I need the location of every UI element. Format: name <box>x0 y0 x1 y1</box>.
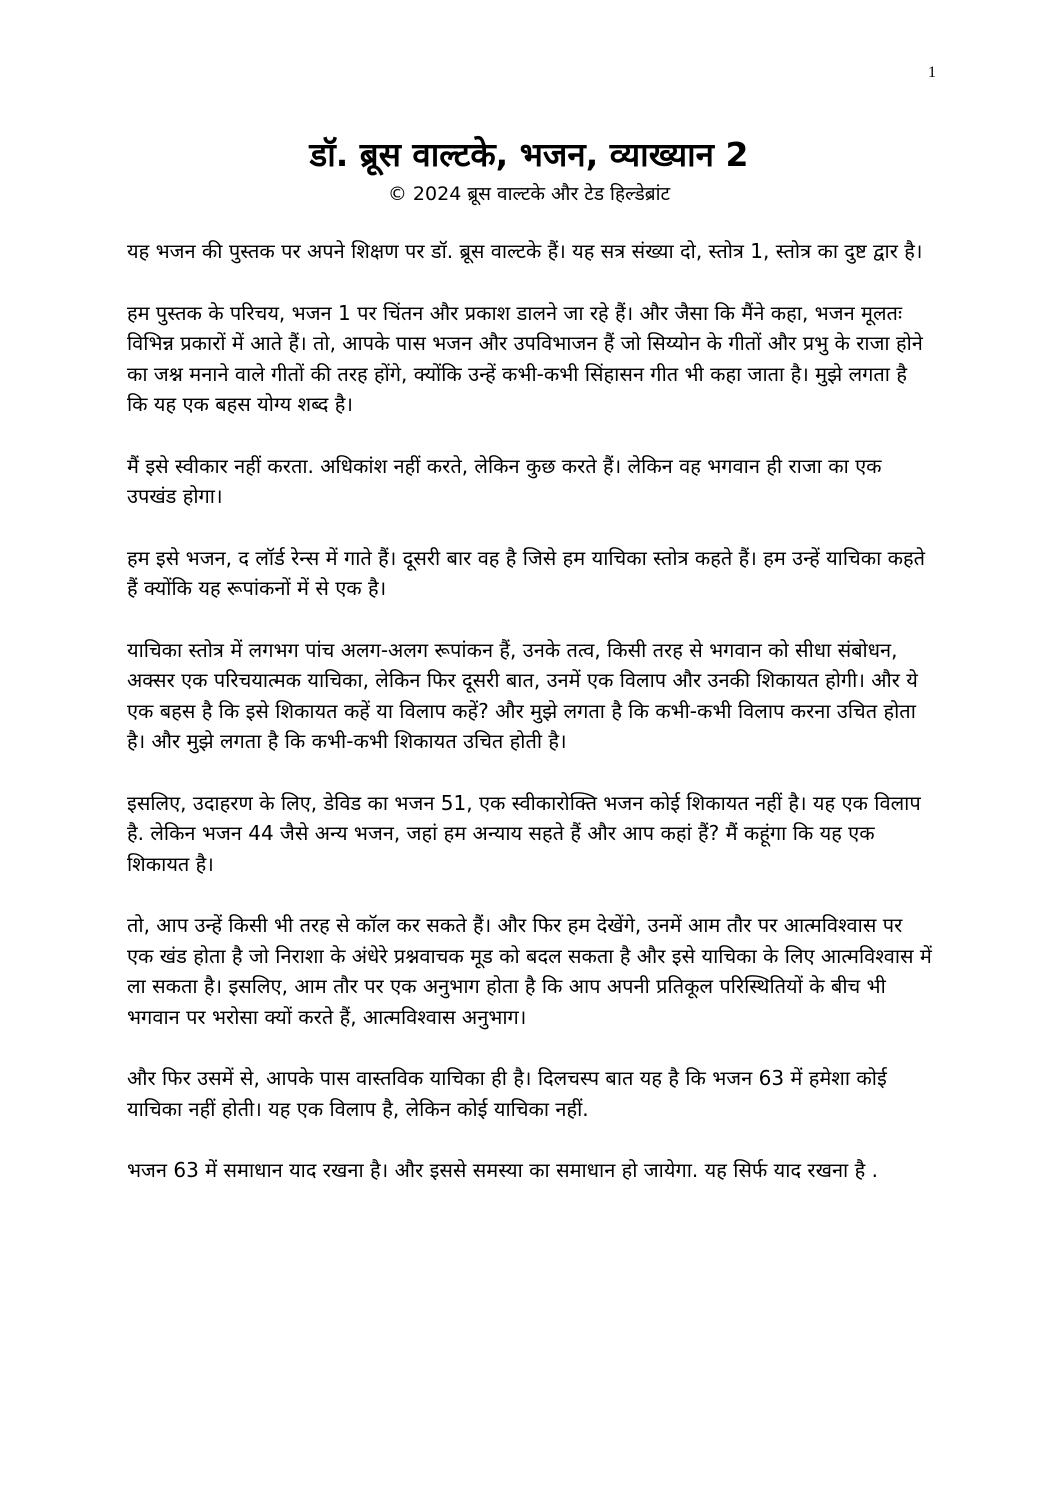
paragraph-8: और फिर उसमें से, आपके पास वास्तविक याचिका ही है। दिलचस्प बात यह है कि भजन 63 में हमेशा कोई याचिका नहीं होती। यह एक विलाप है, लेकिन कोई याचिका नहीं. <box>127 1066 887 1121</box>
paragraph-5: याचिका स्तोत्र में लगभग पांच अलग-अलग रूपांकन हैं, उनके तत्व, किसी तरह से भगवान को सीधा संबोधन, अक्सर एक परिचयात्मक याचिका, लेकिन फिर दूसरी बात, उनमें एक विलाप और उनकी शिकायत होगी। और ये एक बहस है कि इसे शिकायत कहें या विलाप कहें? और मुझे लगता है कि कभी-कभी विलाप करना उचित होता है। और मुझे लगता है कि कभी-कभी शिकायत उचित होती है। <box>127 637 918 753</box>
paragraph-9: भजन 63 में समाधान याद रखना है। और इससे समस्या का समाधान हो जायेगा. यह सिर्फ याद रखना है . <box>127 1158 878 1182</box>
paragraph-6: इसलिए, उदाहरण के लिए, डेविड का भजन 51, एक स्वीकारोक्ति भजन कोई शिकायत नहीं है। यह एक विलाप है. लेकिन भजन 44 जैसे अन्य भजन, जहां हम अन्याय सहते हैं और आप कहां हैं? मैं कहूंगा कि यह एक शिकायत है। <box>127 790 921 876</box>
document-body <box>127 236 933 1217</box>
paragraph-7: तो, आप उन्हें किसी भी तरह से कॉल कर सकते हैं। और फिर हम देखेंगे, उनमें आम तौर पर आत्मविश्वास पर एक खंड होता है जो निराशा के अंधेरे प्रश्नवाचक मूड को बदल सकता है और इसे याचिका के लिए आत्मविश्वास में ला सकता है। इसलिए, आम तौर पर एक अनुभाग होता है कि आप अपनी प्रतिकूल परिस्थितियों के बीच भी भगवान पर भरोसा क्यों करते हैं, आत्मविश्वास अनुभाग। <box>127 913 932 1029</box>
paragraph-2: हम पुस्तक के परिचय, भजन 1 पर चिंतन और प्रकाश डालने जा रहे हैं। और जैसा कि मैंने कहा, भजन मूलतः विभिन्न प्रकारों में आते हैं। तो, आपके पास भजन और उपविभाजन हैं जो सिय्योन के गीतों और प्रभु के राजा होने का जश्न मनाने वाले गीतों की तरह होंगे, क्योंकि उन्हें कभी-कभी सिंहासन गीत भी कहा जाता है। मुझे लगता है कि यह एक बहस योग्य शब्द है। <box>127 300 923 416</box>
paragraph-4: हम इसे भजन, द लॉर्ड रेन्स में गाते हैं। दूसरी बार वह है जिसे हम याचिका स्तोत्र कहते हैं। हम उन्हें याचिका कहते हैं क्योंकि यह रूपांकनों में से एक है। <box>127 545 925 600</box>
copyright-line: © 2024 ब्रूस वाल्टके और टेड हिल्डेब्रांट <box>387 183 671 205</box>
paragraph-1: यह भजन की पुस्तक पर अपने शिक्षण पर डॉ. ब्रूस वाल्टके हैं। यह सत्र संख्या दो, स्तोत्र 1, स्तोत्र का दुष्ट द्वार है। <box>127 239 923 263</box>
page-number: 1 <box>928 64 936 81</box>
paragraph-3: मैं इसे स्वीकार नहीं करता. अधिकांश नहीं करते, लेकिन कुछ करते हैं। लेकिन वह भगवान ही राजा का एक उपखंड होगा। <box>127 453 882 508</box>
document-title: डॉ. ब्रूस वाल्टके, भजन, व्याख्यान 2 <box>309 135 749 174</box>
